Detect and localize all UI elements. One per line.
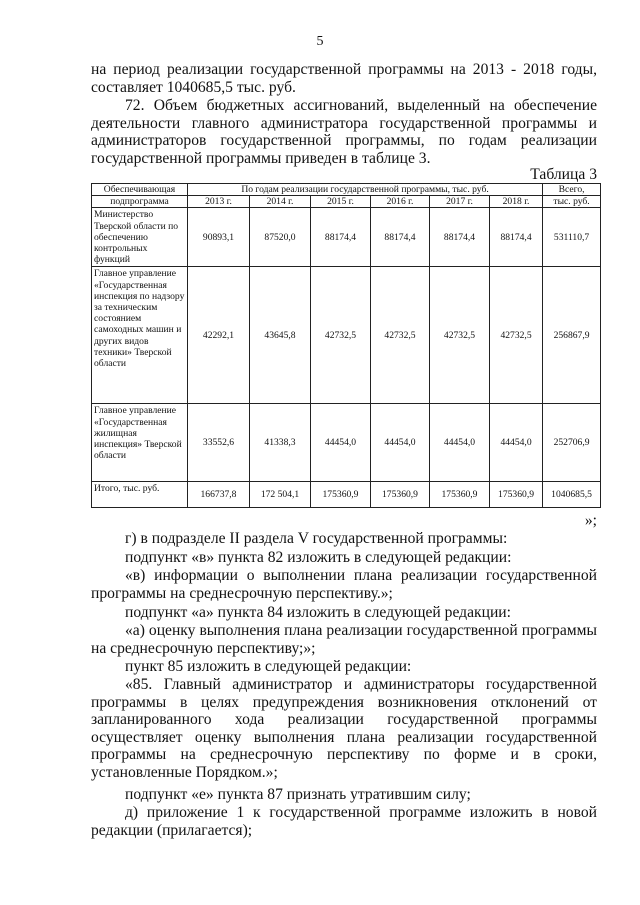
- cell-value: 166737,8: [188, 482, 250, 508]
- cell-value: 44454,0: [430, 404, 490, 482]
- header-year: 2014 г.: [250, 196, 311, 208]
- paragraph: «а) оценку выполнения плана реализации государственной программы на среднесрочную перспективу;»;: [91, 622, 597, 657]
- header-year: 2015 г.: [311, 196, 371, 208]
- table-caption: Таблица 3: [530, 166, 597, 183]
- cell-value: 44454,0: [490, 404, 543, 482]
- paragraph: г) в подразделе II раздела V государственной программы:: [125, 530, 508, 547]
- closing-quote: »;: [584, 512, 597, 529]
- header-total-sub: тыс. руб.: [543, 196, 601, 208]
- cell-value: 42732,5: [311, 267, 371, 404]
- cell-value: 44454,0: [311, 404, 371, 482]
- budget-table: [91, 183, 601, 508]
- row-name: Главное управление «Государственная жилищная инспекция» Тверской области: [92, 404, 188, 482]
- paragraph: подпункт «е» пункта 87 признать утратившим силу;: [125, 786, 471, 803]
- cell-value: 172 504,1: [250, 482, 311, 508]
- row-name: Итого, тыс. руб.: [92, 482, 188, 508]
- cell-value: 88174,4: [371, 208, 430, 267]
- table-row: [92, 404, 601, 482]
- cell-value: 33552,6: [188, 404, 250, 482]
- cell-total: 256867,9: [543, 267, 601, 404]
- paragraph: пункт 85 изложить в следующей редакции:: [125, 658, 412, 675]
- cell-value: 42292,1: [188, 267, 250, 404]
- table-row: [92, 267, 601, 404]
- table-row-total: [92, 482, 601, 508]
- cell-total: 531110,7: [543, 208, 601, 267]
- paragraph: «в) информации о выполнении плана реализации государственной программы на среднесрочную перспективу.»;: [91, 567, 597, 602]
- header-total: Всего,: [543, 184, 601, 196]
- cell-value: 41338,3: [250, 404, 311, 482]
- paragraph-72: 72. Объем бюджетных ассигнований, выделенный на обеспечение деятельности главного администратора государственной программы и администраторов государственной программы, по годам реализации государственной программы приведен в таблице 3.: [91, 97, 597, 167]
- cell-total: 252706,9: [543, 404, 601, 482]
- paragraph: «85. Главный администратор и администраторы государственной программы в целях предупреждения возникновения отклонений от запланированного хода реализации государственной программы осуществляет оценку выполнения плана реализации государственной программы на среднесрочную перспективу по форме и в сроки, установленные Порядком.»;: [91, 676, 597, 781]
- paragraph: д) приложение 1 к государственной программе изложить в новой редакции (прилагается);: [91, 804, 597, 839]
- cell-total: 1040685,5: [543, 482, 601, 508]
- row-name: Министерство Тверской области по обеспечению контрольных функций: [92, 208, 188, 267]
- cell-value: 175360,9: [311, 482, 371, 508]
- cell-value: 88174,4: [490, 208, 543, 267]
- cell-value: 175360,9: [430, 482, 490, 508]
- page-number: 5: [316, 34, 324, 49]
- header-subprogram-sub: подпрограмма: [92, 196, 188, 208]
- header-year: 2018 г.: [490, 196, 543, 208]
- header-subprogram: Обеспечивающая: [92, 184, 188, 196]
- paragraph: подпункт «в» пункта 82 изложить в следующей редакции:: [125, 549, 512, 566]
- table-row: [92, 208, 601, 267]
- cell-value: 42732,5: [371, 267, 430, 404]
- row-name: Главное управление «Государственная инспекция по надзору за техническим состоянием самоходных машин и других видов техники» Тверской области: [92, 267, 188, 404]
- cell-value: 42732,5: [490, 267, 543, 404]
- cell-value: 175360,9: [490, 482, 543, 508]
- intro-paragraph: на период реализации государственной программы на 2013 - 2018 годы, составляет 1040685,5 тыс. руб.: [91, 61, 597, 96]
- cell-value: 175360,9: [371, 482, 430, 508]
- cell-value: 44454,0: [371, 404, 430, 482]
- cell-value: 43645,8: [250, 267, 311, 404]
- header-years-span: По годам реализации государственной программы, тыс. руб.: [188, 184, 543, 196]
- cell-value: 90893,1: [188, 208, 250, 267]
- header-year: 2013 г.: [188, 196, 250, 208]
- header-year: 2016 г.: [371, 196, 430, 208]
- cell-value: 87520,0: [250, 208, 311, 267]
- paragraph: подпункт «а» пункта 84 изложить в следующей редакции:: [125, 604, 511, 621]
- cell-value: 88174,4: [430, 208, 490, 267]
- header-year: 2017 г.: [430, 196, 490, 208]
- cell-value: 42732,5: [430, 267, 490, 404]
- cell-value: 88174,4: [311, 208, 371, 267]
